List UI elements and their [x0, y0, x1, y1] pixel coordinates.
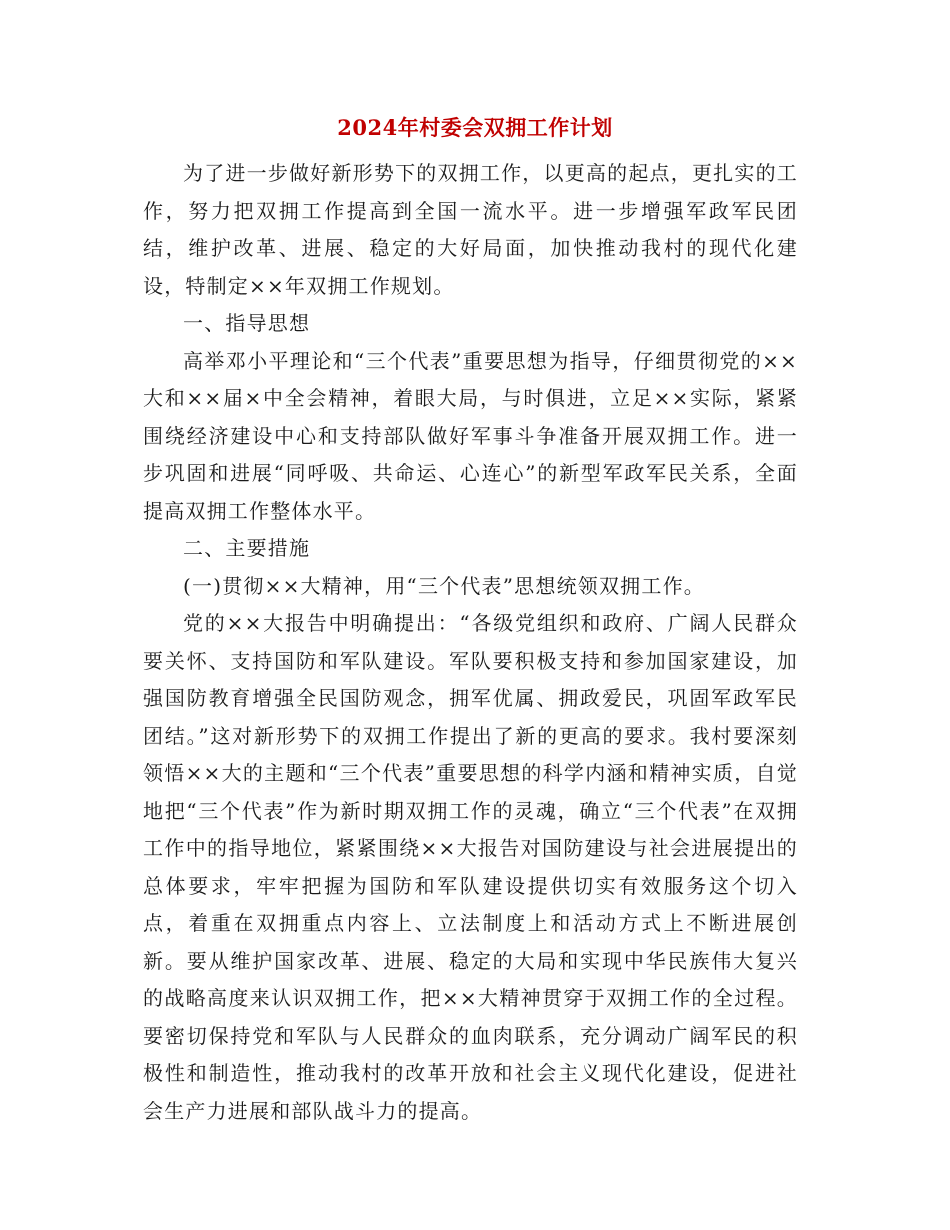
intro-paragraph: 为了进一步做好新形势下的双拥工作，以更高的起点，更扎实的工作，努力把双拥工作提高到全国一流水平。进一步增强军政军民团结，维护改革、进展、稳定的大好局面，加快推动我村的现代化建设，特制定××年双拥工作规划。	[143, 161, 798, 298]
main-measures-paragraph: 党的××大报告中明确提出：“各级党组织和政府、广阔人民群众要关怀、支持国防和军队建设。军队要积极支持和参加国家建设，加强国防教育增强全民国防观念，拥军优属、拥政爱民，巩固军政军民团结。”这对新形势下的双拥工作提出了新的更高的要求。我村要深刻领悟××大的主题和“三个代表”重要思想的科学内涵和精神实质，自觉地把“三个代表”作为新时期双拥工作的灵魂，确立“三个代表”在双拥工作中的指导地位，紧紧围绕××大报告对国防建设与社会进展提出的总体要求，牢牢把握为国防和军队建设提供切实有效服务这个切入点，着重在双拥重点内容上、立法制度上和活动方式上不断进展创新。要从维护国家改革、进展、稳定的大局和实现中华民族伟大复兴的战略高度来认识双拥工作，把××大精神贯穿于双拥工作的全过程。要密切保持党和军队与人民群众的血肉联系，充分调动广阔军民的积极性和制造性，推动我村的改革开放和社会主义现代化建设，促进社会生产力进展和部队战斗力的提高。	[143, 611, 798, 1123]
section-heading-guiding-thought: 一、指导思想	[183, 311, 311, 335]
section-heading-main-measures: 二、主要措施	[183, 536, 311, 560]
subsection-heading-1: (一)贯彻××大精神，用“三个代表”思想统领双拥工作。	[183, 573, 705, 598]
document-title: 2024年村委会双拥工作计划	[337, 115, 613, 140]
guiding-thought-paragraph: 高举邓小平理论和“三个代表”重要思想为指导，仔细贯彻党的××大和××届×中全会精神，着眼大局，与时俱进，立足××实际，紧紧围绕经济建设中心和支持部队做好军事斗争准备开展双拥工作。进一步巩固和进展“同呼吸、共命运、心连心”的新型军政军民关系，全面提高双拥工作整体水平。	[143, 348, 798, 523]
document-body	[143, 155, 798, 1130]
